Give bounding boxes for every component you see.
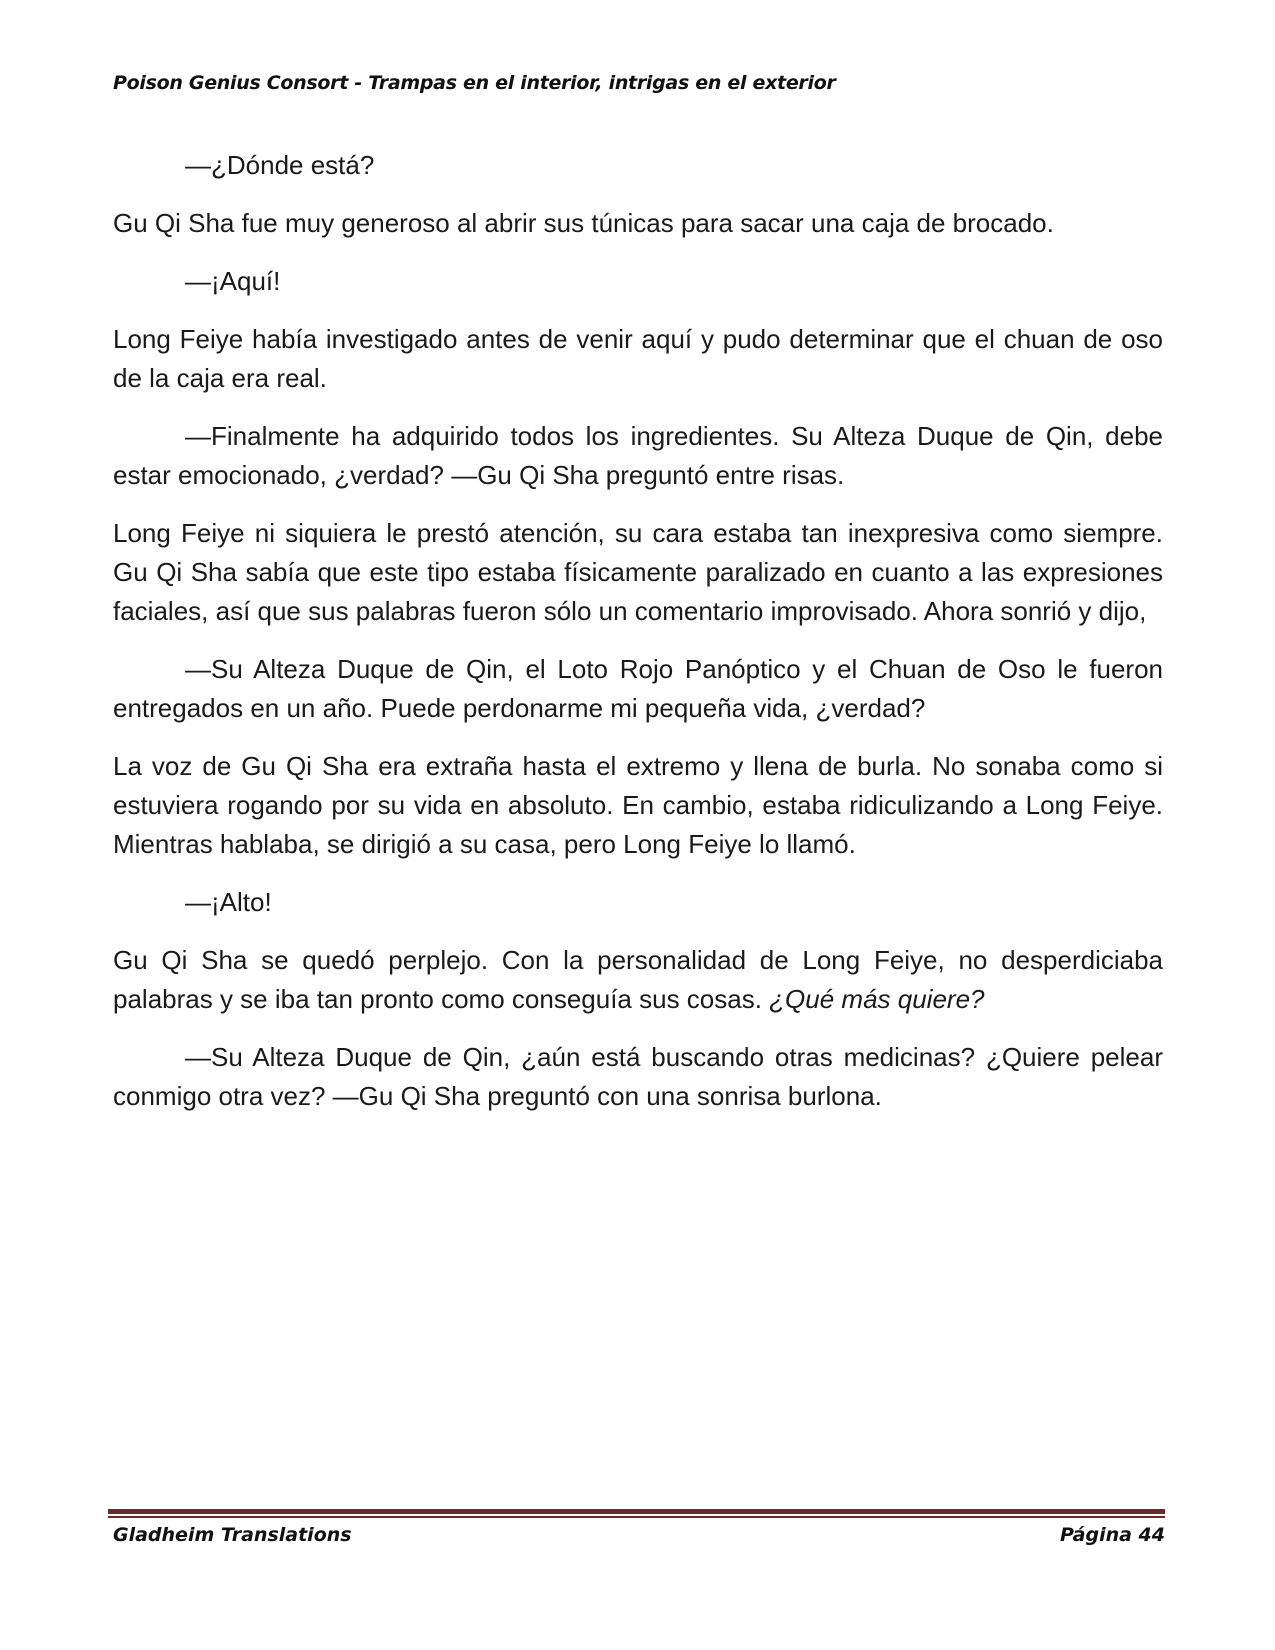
narration-paragraph: Long Feiye había investigado antes de venir aquí y pudo determinar que el chuan de oso de la caja era real. <box>113 324 1163 393</box>
dialogue-paragraph: —Finalmente ha adquirido todos los ingredientes. Su Alteza Duque de Qin, debe estar emocionado, ¿verdad? —Gu Qi Sha preguntó entre risas. <box>113 421 1163 490</box>
page-number: Página 44 <box>1059 1524 1165 1546</box>
page-header: Poison Genius Consort - Trampas en el interior, intrigas en el exterior <box>113 72 836 94</box>
narration-text: Gu Qi Sha se quedó perplejo. Con la personalidad de Long Feiye, no desperdiciaba palabras y se iba tan pronto como conseguía sus cosas. <box>113 945 1163 1014</box>
dialogue-paragraph: —¿Dónde está? <box>185 150 375 180</box>
dialogue-paragraph: —¡Alto! <box>185 887 272 917</box>
footer-publisher: Gladheim Translations <box>113 1524 352 1546</box>
narration-paragraph <box>113 941 1163 1019</box>
narration-paragraph: Long Feiye ni siquiera le prestó atención, su cara estaba tan inexpresiva como siempre. Gu Qi Sha sabía que este tipo estaba físicamente paralizado en cuanto a las expresiones faciales, así que sus palabras fueron sólo un comentario improvisado. Ahora sonrió y dijo, <box>113 518 1163 626</box>
dialogue-paragraph: —Su Alteza Duque de Qin, ¿aún está buscando otras medicinas? ¿Quiere pelear conmigo otra vez? —Gu Qi Sha preguntó con una sonrisa burlona. <box>113 1042 1163 1111</box>
body-text <box>113 146 1163 1135</box>
footer-rule-thick <box>108 1509 1165 1514</box>
dialogue-paragraph: —Su Alteza Duque de Qin, el Loto Rojo Panóptico y el Chuan de Oso le fueron entregados en un año. Puede perdonarme mi pequeña vida, ¿verdad? <box>113 654 1163 723</box>
italic-thought: ¿Qué más quiere? <box>769 984 985 1014</box>
narration-paragraph: Gu Qi Sha fue muy generoso al abrir sus túnicas para sacar una caja de brocado. <box>113 208 1054 238</box>
narration-paragraph: La voz de Gu Qi Sha era extraña hasta el extremo y llena de burla. No sonaba como si estuviera rogando por su vida en absoluto. En cambio, estaba ridiculizando a Long Feiye. Mientras hablaba, se dirigió a su casa, pero Long Feiye lo llamó. <box>113 751 1163 859</box>
footer-rule-thin <box>108 1516 1165 1518</box>
dialogue-paragraph: —¡Aquí! <box>185 266 281 296</box>
